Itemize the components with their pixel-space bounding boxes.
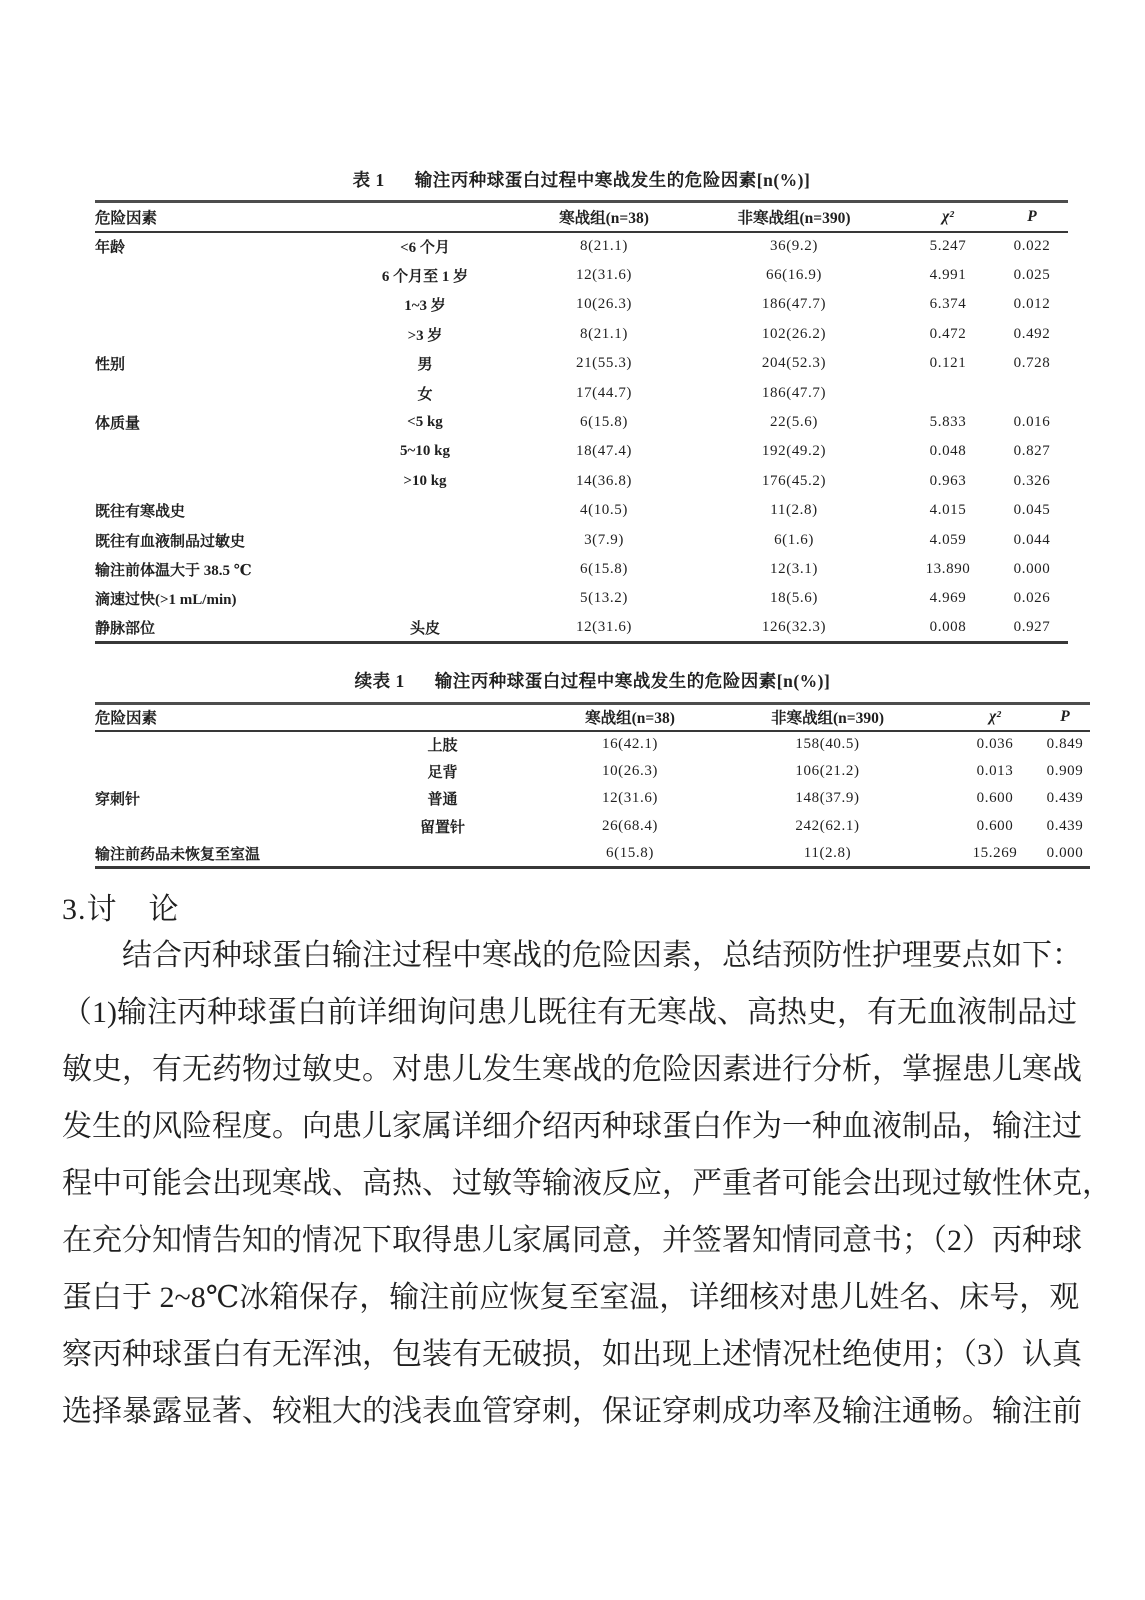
cell-chill-group: 12(31.6) — [575, 267, 633, 284]
table-row — [95, 378, 1068, 407]
cell-chill-group: 12(31.6) — [601, 790, 659, 807]
table-row — [95, 408, 1068, 437]
cell-p-value: 0.927 — [1013, 619, 1051, 636]
cell-chill-group: 10(26.3) — [601, 763, 659, 780]
table-header-row — [95, 202, 1068, 232]
cell-chill-group: 10(26.3) — [575, 296, 633, 313]
cell-p-value: 0.012 — [1013, 296, 1051, 313]
col-header-chill-group: 寒战组(n=38) — [555, 704, 705, 731]
col-header-non-chill-group: 非寒战组(n=390) — [688, 202, 900, 232]
cell-chi-square — [900, 378, 996, 407]
cell-non-chill-group: 18(5.6) — [770, 590, 818, 607]
table-row — [95, 584, 1068, 613]
col-header-p-value: P — [996, 202, 1068, 232]
table-row — [95, 232, 1068, 261]
cell-non-chill-group: 242(62.1) — [795, 817, 860, 834]
cell-chi-square: 0.963 — [929, 472, 967, 489]
cell-p-value: 0.492 — [1013, 325, 1051, 342]
cell-non-chill-group: 106(21.2) — [795, 763, 860, 780]
col-header-p-value: P — [1040, 704, 1090, 731]
col-header-chi-square: χ² — [900, 202, 996, 232]
cell-chill-group: 6(15.8) — [580, 560, 628, 577]
table1-caption-label: 表 1 — [352, 170, 385, 190]
cell-p-value: 0.827 — [1013, 443, 1051, 460]
section-heading-discussion: 3.讨 论 — [62, 893, 180, 926]
cell-risk-factor: 既往有血液制品过敏史 — [95, 533, 246, 550]
cell-category — [330, 840, 555, 867]
cell-chi-square: 15.269 — [972, 844, 1018, 861]
cell-chill-group: 3(7.9) — [584, 531, 624, 548]
cell-category: 足背 — [427, 765, 458, 782]
table-row — [95, 785, 1090, 812]
table2-caption — [95, 668, 1090, 693]
cell-non-chill-group: 12(3.1) — [770, 560, 818, 577]
cell-p-value: 0.326 — [1013, 472, 1051, 489]
cell-chi-square: 0.013 — [976, 763, 1014, 780]
cell-category: <5 kg — [407, 414, 443, 431]
cell-non-chill-group: 11(2.8) — [803, 844, 852, 861]
cell-risk-factor — [95, 378, 330, 407]
cell-chi-square: 13.890 — [925, 560, 971, 577]
table1-caption-title: 输注丙种球蛋白过程中寒战发生的危险因素[n(%)] — [414, 170, 811, 190]
cell-risk-factor — [95, 467, 330, 496]
cell-category — [330, 496, 520, 525]
cell-chill-group: 5(13.2) — [580, 590, 628, 607]
table2-caption-title: 输注丙种球蛋白过程中寒战发生的危险因素[n(%)] — [434, 671, 831, 691]
cell-risk-factor: 输注前体温大于 38.5 ℃ — [95, 562, 252, 579]
table2-caption-label: 续表 1 — [354, 671, 405, 691]
cell-non-chill-group: 148(37.9) — [795, 790, 860, 807]
cell-non-chill-group: 176(45.2) — [761, 472, 827, 489]
cell-risk-factor: 既往有寒战史 — [95, 504, 186, 521]
text-line: 结合丙种球蛋白输注过程中寒战的危险因素，总结预防性护理要点如下： — [122, 939, 1082, 972]
cell-non-chill-group: 11(2.8) — [770, 502, 818, 519]
cell-p-value: 0.000 — [1013, 560, 1051, 577]
cell-risk-factor — [95, 320, 330, 349]
table-row — [95, 731, 1090, 758]
cell-p-value: 0.026 — [1013, 590, 1051, 607]
table-row — [95, 496, 1068, 525]
cell-chi-square: 4.991 — [929, 267, 967, 284]
cell-p-value: 0.909 — [1046, 763, 1084, 780]
cell-chi-square: 4.015 — [929, 502, 967, 519]
table-row — [95, 290, 1068, 319]
cell-category: 5~10 kg — [400, 443, 450, 460]
cell-p-value: 0.849 — [1046, 736, 1084, 753]
col-header-chill-group: 寒战组(n=38) — [520, 202, 688, 232]
col-header-category — [330, 704, 555, 731]
cell-risk-factor — [95, 290, 330, 319]
text-line: 选择暴露显著、较粗大的浅表血管穿刺，保证穿刺成功率及输注通畅。输注前 — [62, 1395, 1082, 1428]
cell-risk-factor: 滴速过快(>1 mL/min) — [95, 592, 237, 609]
risk-factors-continuation-table — [95, 702, 1090, 869]
cell-risk-factor — [95, 758, 330, 785]
cell-chi-square: 5.833 — [929, 414, 967, 431]
cell-chill-group: 8(21.1) — [580, 325, 628, 342]
cell-category — [330, 584, 520, 613]
cell-non-chill-group: 192(49.2) — [761, 443, 827, 460]
cell-category: >3 岁 — [407, 327, 443, 344]
cell-non-chill-group: 186(47.7) — [761, 384, 827, 401]
text-line: 在充分知情告知的情况下取得患儿家属同意，并签署知情同意书；（2）丙种球 — [62, 1224, 1082, 1257]
cell-chi-square: 4.059 — [929, 531, 967, 548]
text-line: 蛋白于 2~8℃冰箱保存，输注前应恢复至室温，详细核对患儿姓名、床号，观 — [62, 1281, 1080, 1314]
cell-non-chill-group: 102(26.2) — [761, 325, 827, 342]
cell-category: <6 个月 — [400, 240, 450, 257]
cell-p-value: 0.439 — [1046, 817, 1084, 834]
cell-chi-square: 0.008 — [929, 619, 967, 636]
cell-chill-group: 6(15.8) — [580, 414, 628, 431]
text-line: （1)输注丙种球蛋白前详细询问患儿既往有无寒战、高热史，有无血液制品过 — [62, 996, 1077, 1029]
cell-chi-square: 0.121 — [929, 355, 967, 372]
cell-category — [330, 525, 520, 554]
cell-chi-square: 5.247 — [929, 238, 967, 255]
cell-p-value: 0.728 — [1013, 355, 1051, 372]
table-row — [95, 614, 1068, 643]
col-header-category — [330, 202, 520, 232]
cell-risk-factor — [95, 261, 330, 290]
cell-non-chill-group: 204(52.3) — [761, 355, 827, 372]
col-header-risk-factor: 危险因素 — [95, 202, 330, 232]
cell-category: 头皮 — [409, 621, 440, 638]
table-row — [95, 758, 1090, 785]
cell-chi-square: 0.472 — [929, 325, 967, 342]
table-row — [95, 840, 1090, 867]
cell-risk-factor: 性别 — [95, 357, 126, 374]
risk-factors-table — [95, 200, 1068, 644]
table-header-row — [95, 704, 1090, 731]
table-row — [95, 261, 1068, 290]
cell-category: 普通 — [427, 792, 458, 809]
cell-chill-group: 26(68.4) — [601, 817, 659, 834]
cell-chi-square: 4.969 — [929, 590, 967, 607]
cell-non-chill-group: 186(47.7) — [761, 296, 827, 313]
text-line: 敏史，有无药物过敏史。对患儿发生寒战的危险因素进行分析，掌握患儿寒战 — [62, 1053, 1082, 1086]
cell-risk-factor — [95, 731, 330, 758]
cell-chill-group: 18(47.4) — [575, 443, 633, 460]
cell-category: >10 kg — [403, 472, 447, 489]
cell-non-chill-group: 36(9.2) — [770, 238, 818, 255]
cell-non-chill-group: 6(1.6) — [774, 531, 814, 548]
cell-risk-factor: 穿刺针 — [95, 792, 141, 809]
cell-chill-group: 17(44.7) — [575, 384, 633, 401]
cell-chi-square: 0.036 — [976, 736, 1014, 753]
cell-category: 留置针 — [419, 819, 465, 836]
table-row — [95, 467, 1068, 496]
cell-p-value: 0.045 — [1013, 502, 1051, 519]
cell-chi-square: 0.600 — [976, 817, 1014, 834]
cell-category — [330, 555, 520, 584]
cell-p-value: 0.016 — [1013, 414, 1051, 431]
cell-risk-factor: 静脉部位 — [95, 621, 156, 638]
col-header-non-chill-group: 非寒战组(n=390) — [705, 704, 950, 731]
text-line: 程中可能会出现寒战、高热、过敏等输液反应，严重者可能会出现过敏性休克， — [62, 1167, 1112, 1200]
cell-category: 女 — [417, 386, 433, 403]
table-row — [95, 813, 1090, 840]
cell-chill-group: 6(15.8) — [606, 844, 654, 861]
table-row — [95, 349, 1068, 378]
cell-chi-square: 6.374 — [929, 296, 967, 313]
col-header-chi-square: χ² — [950, 704, 1040, 731]
cell-p-value: 0.022 — [1013, 238, 1051, 255]
table1-caption — [95, 167, 1068, 192]
cell-p-value — [996, 378, 1068, 407]
cell-chill-group: 12(31.6) — [575, 619, 633, 636]
col-header-risk-factor: 危险因素 — [95, 704, 330, 731]
cell-non-chill-group: 66(16.9) — [765, 267, 823, 284]
cell-non-chill-group: 126(32.3) — [761, 619, 827, 636]
cell-risk-factor: 输注前药品未恢复至室温 — [95, 846, 261, 863]
cell-risk-factor: 年龄 — [95, 240, 126, 257]
cell-non-chill-group: 22(5.6) — [770, 414, 818, 431]
table-row — [95, 437, 1068, 466]
cell-risk-factor: 体质量 — [95, 416, 141, 433]
table-row — [95, 320, 1068, 349]
table-row — [95, 525, 1068, 554]
text-line: 察丙种球蛋白有无浑浊，包装有无破损，如出现上述情况杜绝使用；（3）认真 — [62, 1338, 1082, 1371]
cell-p-value: 0.439 — [1046, 790, 1084, 807]
cell-risk-factor — [95, 813, 330, 840]
cell-p-value: 0.000 — [1046, 844, 1084, 861]
cell-chi-square: 0.048 — [929, 443, 967, 460]
cell-non-chill-group: 158(40.5) — [795, 736, 860, 753]
discussion-paragraph — [62, 927, 1112, 1440]
cell-category: 6 个月至 1 岁 — [381, 269, 469, 286]
cell-chill-group: 14(36.8) — [575, 472, 633, 489]
cell-chill-group: 4(10.5) — [580, 502, 628, 519]
cell-chill-group: 16(42.1) — [601, 736, 659, 753]
cell-category: 男 — [417, 357, 433, 374]
cell-p-value: 0.025 — [1013, 267, 1051, 284]
cell-chill-group: 8(21.1) — [580, 238, 628, 255]
cell-category: 上肢 — [427, 738, 458, 755]
cell-chill-group: 21(55.3) — [575, 355, 633, 372]
text-line: 发生的风险程度。向患儿家属详细介绍丙种球蛋白作为一种血液制品，输注过 — [62, 1110, 1082, 1143]
cell-chi-square: 0.600 — [976, 790, 1014, 807]
cell-risk-factor — [95, 437, 330, 466]
cell-p-value: 0.044 — [1013, 531, 1051, 548]
table-row — [95, 555, 1068, 584]
cell-category: 1~3 岁 — [404, 298, 446, 315]
